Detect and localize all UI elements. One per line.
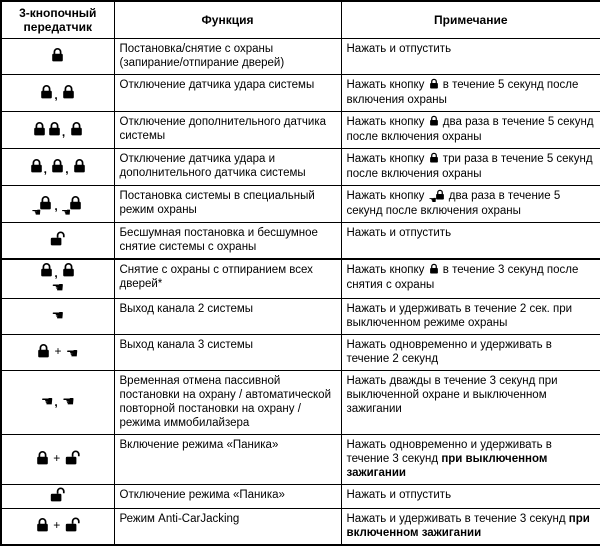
function-cell: Режим Anti-CarJacking <box>114 509 341 546</box>
function-cell: Бесшумная постановка и бесшумное снятие системы с охраны <box>114 223 341 260</box>
closed-lock-icon <box>48 121 61 140</box>
function-cell: Постановка системы в специальный режим охраны <box>114 186 341 223</box>
transmitter-buttons-cell <box>1 299 114 335</box>
function-cell: Отключение дополнительного датчика системы <box>114 112 341 149</box>
transmitter-buttons-cell <box>1 186 114 223</box>
pointing-hand-icon: ☚ <box>428 196 437 206</box>
separator-comma: , <box>54 395 62 409</box>
open-lock-icon <box>65 450 80 469</box>
table-row <box>1 223 600 260</box>
separator-comma: , <box>54 87 62 102</box>
open-lock-icon <box>50 231 65 250</box>
table-row <box>1 371 600 435</box>
function-cell: Временная отмена пассивной постановки на охрану / автоматической повторной постановки на охрану / режима иммобилайзера <box>114 371 341 435</box>
transmitter-buttons-cell <box>1 371 114 435</box>
pointing-hand-icon: ☚ <box>51 280 65 296</box>
note-cell: Нажать и отпустить <box>341 39 600 75</box>
lock-with-hand-icon <box>61 195 82 219</box>
transmitter-buttons-cell <box>1 75 114 112</box>
closed-lock-icon <box>429 115 439 130</box>
table-row <box>1 75 600 112</box>
closed-lock-icon <box>51 47 64 66</box>
closed-lock-icon <box>62 262 75 281</box>
note-cell: Нажать одновременно и удерживать в течение 3 секунд при выключенном зажигании <box>341 435 600 485</box>
closed-lock-icon <box>51 158 64 177</box>
function-cell: Включение режима «Паника» <box>114 435 341 485</box>
transmitter-buttons-cell <box>1 509 114 546</box>
pointing-hand-icon: ☚ <box>61 205 71 219</box>
pointing-hand-icon: ☚ <box>40 394 54 410</box>
closed-lock-icon <box>429 152 439 167</box>
header-function: Функция <box>114 1 341 39</box>
note-cell: Нажать и отпустить <box>341 485 600 509</box>
lock-with-hand-icon <box>31 195 52 219</box>
closed-lock-icon <box>37 343 50 362</box>
table-row <box>1 112 600 149</box>
transmitter-buttons-cell <box>1 149 114 186</box>
table-row <box>1 435 600 485</box>
transmitter-buttons-cell <box>1 259 114 299</box>
note-cell: Нажать кнопку три раза в течение 5 секунд после включения охраны <box>341 149 600 186</box>
transmitter-buttons-cell <box>1 223 114 260</box>
separator-comma: , <box>54 266 62 280</box>
function-cell: Снятие с охраны с отпиранием всех дверей* <box>114 259 341 299</box>
separator-comma: , <box>43 161 51 176</box>
table-row <box>1 149 600 186</box>
closed-lock-icon <box>33 121 46 140</box>
function-cell: Выход канала 3 системы <box>114 335 341 371</box>
note-cell: Нажать и удерживать в течение 2 сек. при выключенном режиме охраны <box>341 299 600 335</box>
lock-with-hand-icon <box>428 189 445 206</box>
closed-lock-icon <box>30 158 43 177</box>
pointing-hand-icon: ☚ <box>31 205 42 219</box>
function-cell: Отключение режима «Паника» <box>114 485 341 509</box>
header-note: Примечание <box>341 1 600 39</box>
note-cell: Нажать кнопку в течение 5 секунд после включения охраны <box>341 75 600 112</box>
pointing-hand-icon: ☚ <box>51 308 65 324</box>
transmitter-buttons-cell <box>1 485 114 509</box>
closed-lock-icon <box>36 450 49 469</box>
function-cell: Отключение датчика удара и дополнительного датчика системы <box>114 149 341 186</box>
closed-lock-icon <box>40 84 53 103</box>
closed-lock-icon <box>40 262 53 281</box>
transmitter-buttons-cell <box>1 335 114 371</box>
note-bold-text: при включенном зажигании <box>346 513 590 539</box>
function-cell: Отключение датчика удара системы <box>114 75 341 112</box>
closed-lock-icon <box>36 517 49 536</box>
closed-lock-icon <box>70 121 83 140</box>
note-cell: Нажать кнопку два раза в течение 5 секунд после включения охраны <box>341 112 600 149</box>
table-row <box>1 186 600 223</box>
note-cell: Нажать и удерживать в течение 3 секунд при включенном зажигании <box>341 509 600 546</box>
note-cell: Нажать одновременно и удерживать в течение 2 секунд <box>341 335 600 371</box>
header-row <box>1 1 600 39</box>
note-cell: Нажать и отпустить <box>341 223 600 260</box>
pointing-hand-icon: ☚ <box>65 346 79 362</box>
separator-comma: , <box>54 198 62 213</box>
pointing-hand-icon: ☚ <box>62 394 75 410</box>
transmitter-buttons-cell <box>1 39 114 75</box>
separator-comma: , <box>65 161 72 176</box>
note-cell: Нажать кнопку в течение 3 секунд после снятия с охраны <box>341 259 600 299</box>
note-cell: Нажать дважды в течение 3 секунд при выключенной охране и выключенном зажигании <box>341 371 600 435</box>
table-row <box>1 299 600 335</box>
function-cell: Постановка/снятие с охраны (запирание/отпирание дверей) <box>114 39 341 75</box>
closed-lock-icon <box>429 263 439 278</box>
separator-plus: + <box>49 518 64 532</box>
table-row <box>1 509 600 546</box>
separator-comma: , <box>61 124 69 139</box>
open-lock-icon <box>65 517 80 536</box>
closed-lock-icon <box>429 78 439 93</box>
separator-plus: + <box>49 451 64 465</box>
note-bold-text: при выключенном зажигании <box>346 453 548 479</box>
table-row <box>1 485 600 509</box>
function-table-body <box>1 39 600 546</box>
separator-plus: + <box>51 344 65 358</box>
closed-lock-icon <box>73 158 86 177</box>
table-row <box>1 259 600 299</box>
closed-lock-icon <box>62 84 75 103</box>
transmitter-buttons-cell <box>1 112 114 149</box>
transmitter-buttons-cell <box>1 435 114 485</box>
function-cell: Выход канала 2 системы <box>114 299 341 335</box>
table-row <box>1 39 600 75</box>
open-lock-icon <box>50 487 65 506</box>
header-transmitter: 3-кнопочный передатчик <box>1 1 114 39</box>
table-row <box>1 335 600 371</box>
note-cell: Нажать кнопку ☚ два раза в течение 5 секунд после включения охраны <box>341 186 600 223</box>
